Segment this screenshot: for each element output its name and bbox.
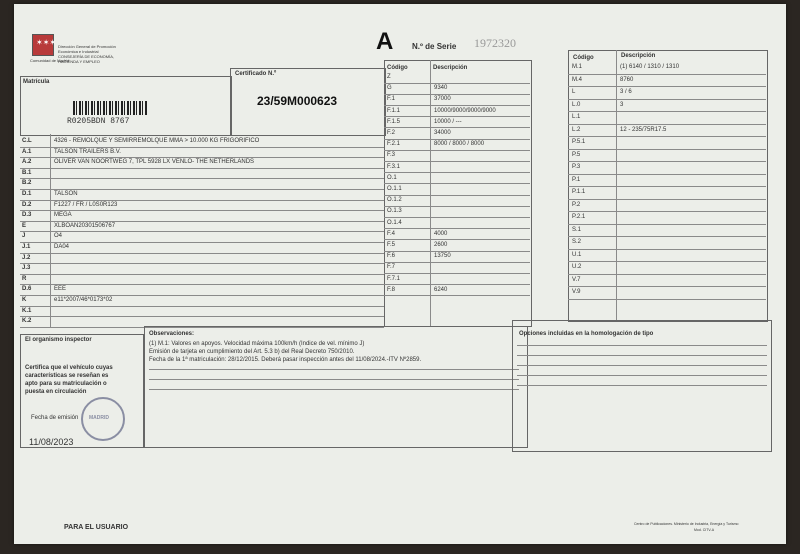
right-code-17: V.7 <box>572 276 581 283</box>
right-value-0: (1) 6140 / 1310 / 1310 <box>620 64 680 70</box>
left-row-line-13 <box>20 284 384 285</box>
middle-row-line-13 <box>384 228 530 229</box>
left-row-line-4 <box>20 189 384 190</box>
left-value-5: TALSON <box>54 191 78 197</box>
middle-row-line-3 <box>384 116 530 117</box>
right-desc-header: Descripción <box>621 53 656 59</box>
middle-value-2: 37000 <box>434 96 451 103</box>
middle-row-line-11 <box>384 206 530 207</box>
middle-code-6: F.2.1 <box>387 141 401 148</box>
left-value-2: OLIVER VAN NOORTWEG 7, TPL 5928 LX VENLO- THE NETHERLANDS <box>54 159 255 166</box>
right-code-14: S.2 <box>572 239 582 245</box>
issue-date: 11/08/2023 <box>29 437 74 447</box>
inspector-box: El organismo inspector Certifica que el vehículo cuyas características se reseñan es apto para su matriculación o puesta en circulación Fecha de emisión 11/08/2023 MADRID <box>20 334 144 448</box>
right-value-5: 12 - 235/75R17.5 <box>620 126 667 133</box>
left-code-11: J.2 <box>22 254 31 261</box>
middle-row-line-7 <box>384 161 530 162</box>
middle-value-16: 13750 <box>434 253 451 260</box>
right-code-18: V.9 <box>572 289 581 295</box>
right-code-header: Código <box>573 55 594 61</box>
left-code-9: J <box>22 233 26 240</box>
right-code-11: P.2 <box>572 201 581 208</box>
left-code-4: B.2 <box>22 180 32 187</box>
middle-row-line-5 <box>384 139 530 140</box>
footer-right-2: Mod. CITV-A <box>694 528 715 532</box>
middle-row-line-12 <box>384 217 530 218</box>
right-code-1: M.4 <box>572 76 583 83</box>
matricula-box <box>20 76 232 136</box>
middle-value-1: 9340 <box>434 85 448 92</box>
left-row-line-16 <box>20 316 384 317</box>
series-letter: A <box>376 28 394 55</box>
madrid-logo: ✶✶✶ <box>32 34 54 56</box>
agency-block: Dirección General de Promoción Económica e Industrial CONSEJERÍA DE ECONOMÍA, HACIENDA Y EMPLEO <box>58 44 116 64</box>
left-row-line-2 <box>20 168 384 169</box>
serial-label: N.º de Serie <box>412 42 457 51</box>
middle-value-14: 4000 <box>434 230 448 237</box>
middle-row-line-4 <box>384 127 530 128</box>
observations-box: Observaciones: (1) M.1: Valores en apoyos. Velocidad máxima 100km/h (Indice de vel. mínimo J) Emisión de tarjeta en cumplimiento del Art. 5.3 b) del Real Decreto 750/2010. Fecha de la 1ª matriculación: 28/12/2015. Deberá pasar inspección antes del 11/08/2024.-ITV Nº2859. <box>144 326 528 448</box>
right-row-line-11 <box>568 211 766 212</box>
middle-code-16: F.6 <box>387 253 396 260</box>
middle-row-line-9 <box>384 183 530 184</box>
middle-code-5: F.2 <box>387 130 396 136</box>
left-row-line-1 <box>20 157 384 158</box>
middle-code-18: F.7.1 <box>387 275 401 282</box>
footer-right-1: Centro de Publicaciones. Ministerio de Industria, Energía y Turismo <box>634 522 739 526</box>
right-row-line-16 <box>568 274 766 275</box>
middle-code-13: O.1.4 <box>387 219 402 226</box>
left-value-0: 4326 - REMOLQUE Y SEMIRREMOLQUE MMA > 10.000 KG FRIGORIFICO <box>54 138 260 144</box>
matricula-label: Matrícula <box>23 79 50 85</box>
right-code-15: U.1 <box>572 251 582 258</box>
right-code-4: L.1 <box>572 114 581 120</box>
middle-row-line-18 <box>384 284 530 285</box>
options-label: Opciones incluidas en la homologación de tipo <box>519 331 654 337</box>
date-label: Fecha de emisión <box>31 415 79 421</box>
right-row-line-14 <box>568 249 766 250</box>
right-row-line-3 <box>568 111 766 112</box>
left-code-16: K.1 <box>22 307 32 314</box>
middle-row-line-19 <box>384 295 530 296</box>
middle-code-7: F.3 <box>387 152 396 159</box>
right-value-3: 3 <box>620 101 624 108</box>
middle-value-15: 2600 <box>434 242 448 248</box>
right-row-line-18 <box>568 299 766 300</box>
left-row-line-12 <box>20 274 384 275</box>
right-row-line-2 <box>568 99 766 100</box>
left-row-line-11 <box>20 263 384 264</box>
left-row-line-3 <box>20 178 384 179</box>
left-code-1: A.1 <box>22 148 32 155</box>
options-box <box>512 320 772 452</box>
left-value-6: F1227 / FR / L0S0R123 <box>54 201 118 208</box>
right-code-10: P.1.1 <box>572 189 586 195</box>
right-row-line-1 <box>568 86 766 87</box>
left-code-10: J.1 <box>22 244 31 250</box>
middle-row-line-1 <box>384 94 530 95</box>
left-row-line-14 <box>20 295 384 296</box>
right-row-line-17 <box>568 286 766 287</box>
left-row-line-0 <box>20 147 384 148</box>
right-code-2: L <box>572 89 576 95</box>
left-code-divider <box>50 134 51 328</box>
inspector-label: El organismo inspector <box>25 337 92 343</box>
middle-row-line-16 <box>384 262 530 263</box>
right-row-line-8 <box>568 174 766 175</box>
right-row-line-13 <box>568 236 766 237</box>
left-value-14: EEE <box>54 286 67 293</box>
right-code-5: L.2 <box>572 126 581 133</box>
middle-code-3: F.1.1 <box>387 107 401 114</box>
middle-row-line-0 <box>384 83 530 84</box>
middle-value-3: 10000/9000/9000/9000 <box>434 107 496 114</box>
footer-left: PARA EL USUARIO <box>64 524 129 531</box>
right-row-line-9 <box>568 186 766 187</box>
certificado-label: Certificado N.º <box>235 71 277 77</box>
middle-value-6: 8000 / 8000 / 8000 <box>434 141 485 148</box>
left-value-15: e11*2007/46*0173*02 <box>54 297 113 303</box>
left-value-1: TALSON TRAILERS B.V. <box>54 148 121 155</box>
middle-row-line-14 <box>384 239 530 240</box>
middle-row-line-8 <box>384 172 530 173</box>
middle-code-4: F.1.5 <box>387 118 401 125</box>
middle-row-line-17 <box>384 273 530 274</box>
left-code-13: R <box>22 275 27 282</box>
left-code-0: C.L <box>22 138 32 144</box>
middle-code-0: Z <box>387 74 391 80</box>
middle-table <box>384 60 532 327</box>
inspection-card <box>14 4 786 544</box>
left-code-14: D.6 <box>22 286 32 293</box>
middle-row-line-15 <box>384 251 530 252</box>
official-stamp: MADRID <box>81 397 125 441</box>
middle-row-line-6 <box>384 150 530 151</box>
middle-value-5: 34000 <box>434 130 451 136</box>
right-row-line-10 <box>568 199 766 200</box>
right-code-13: S.1 <box>572 226 582 233</box>
middle-code-15: F.5 <box>387 242 396 248</box>
left-code-8: E <box>22 222 27 229</box>
right-code-6: P.5.1 <box>572 139 586 145</box>
middle-code-8: F.3.1 <box>387 163 401 170</box>
right-row-line-15 <box>568 261 766 262</box>
left-row-line-6 <box>20 210 384 211</box>
left-code-2: A.2 <box>22 159 32 166</box>
certificado-number: 23/59M000623 <box>257 94 338 108</box>
left-value-7: MEGA <box>54 212 72 219</box>
middle-row-line-10 <box>384 195 530 196</box>
right-code-0: M.1 <box>572 64 583 70</box>
left-value-9: O4 <box>54 233 63 240</box>
right-value-2: 3 / 6 <box>620 89 632 95</box>
left-value-8: XLBOAN20301506767 <box>54 222 116 229</box>
left-code-12: J.3 <box>22 265 31 272</box>
middle-code-2: F.1 <box>387 96 396 103</box>
middle-desc-header: Descripción <box>433 65 468 71</box>
left-row-line-8 <box>20 231 384 232</box>
observations-label: Observaciones: <box>149 331 195 337</box>
left-code-3: B.1 <box>22 169 32 176</box>
left-row-line-7 <box>20 221 384 222</box>
left-row-line-10 <box>20 253 384 254</box>
middle-row-line-2 <box>384 105 530 106</box>
right-code-12: P.2.1 <box>572 214 586 220</box>
middle-code-10: O.1.1 <box>387 186 402 192</box>
left-value-10: DA04 <box>54 244 70 250</box>
left-code-6: D.2 <box>22 201 32 208</box>
middle-code-17: F.7 <box>387 264 396 271</box>
middle-value-4: 10000 / --- <box>434 118 462 125</box>
right-row-line-7 <box>568 161 766 162</box>
left-row-line-9 <box>20 242 384 243</box>
middle-code-11: O.1.2 <box>387 197 402 204</box>
right-row-line-0 <box>568 74 766 75</box>
middle-code-12: O.1.3 <box>387 208 402 215</box>
middle-code-header: Código <box>387 65 408 71</box>
right-code-16: U.2 <box>572 264 582 270</box>
middle-code-9: O.1 <box>387 174 397 181</box>
plate-number: R0205BDN 8767 <box>67 117 130 126</box>
right-code-7: P.5 <box>572 151 581 158</box>
region-label: Comunidad de Madrid <box>30 58 70 63</box>
middle-code-1: G <box>387 85 392 92</box>
left-code-7: D.3 <box>22 212 32 219</box>
right-row-line-4 <box>568 124 766 125</box>
right-code-3: L.0 <box>572 101 581 108</box>
right-code-9: P.1 <box>572 176 581 183</box>
right-code-8: P.3 <box>572 164 581 170</box>
right-row-line-5 <box>568 136 766 137</box>
middle-code-14: F.4 <box>387 230 396 237</box>
right-value-1: 8760 <box>620 76 634 83</box>
certificado-box <box>230 68 386 136</box>
serial-number: 1972320 <box>474 36 516 50</box>
left-code-15: K <box>22 297 27 303</box>
left-code-5: D.1 <box>22 191 32 197</box>
left-row-line-15 <box>20 306 384 307</box>
left-row-line-5 <box>20 200 384 201</box>
right-row-line-12 <box>568 224 766 225</box>
barcode <box>73 101 147 115</box>
middle-code-19: F.8 <box>387 286 396 293</box>
right-row-line-6 <box>568 149 766 150</box>
left-code-17: K.2 <box>22 318 32 325</box>
middle-value-19: 6240 <box>434 286 448 293</box>
